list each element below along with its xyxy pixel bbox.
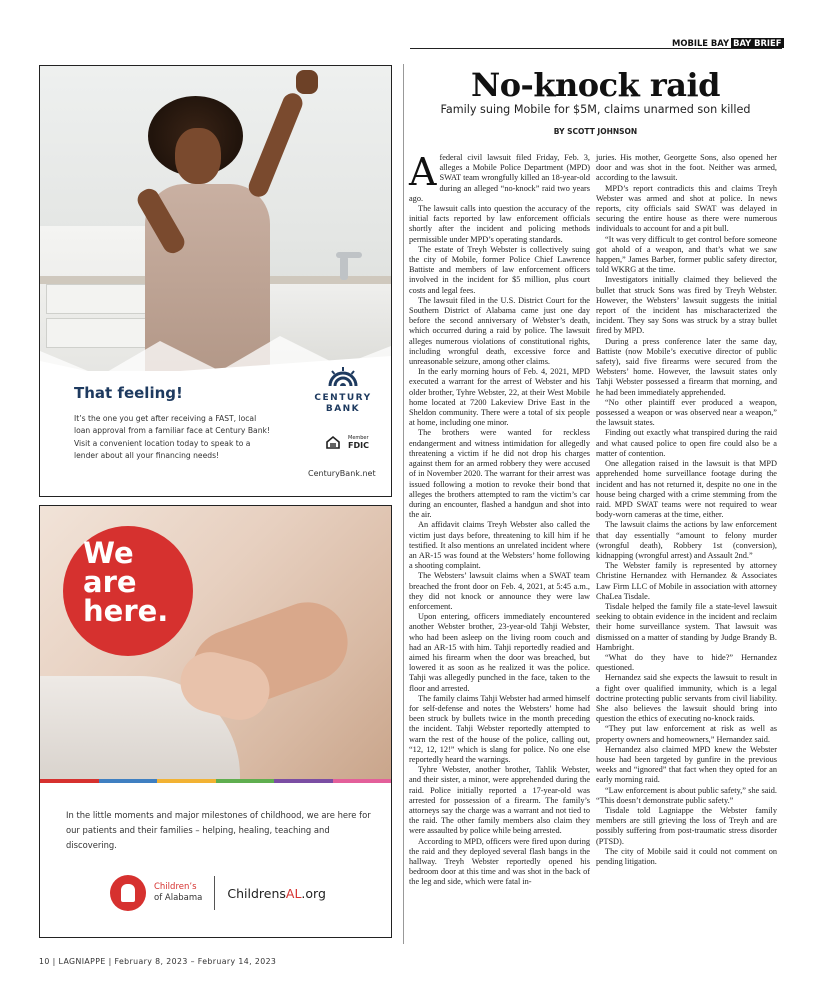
faucet — [340, 256, 348, 280]
ad-url[interactable] — [227, 886, 326, 901]
logo-line1: Children’s — [154, 882, 197, 892]
childrens-alabama-ad[interactable] — [39, 505, 392, 938]
article-paragraph: The brothers were wanted for reckless endangerment and witness intimidation for allegedly threatening a victim if he did not drop his charges against them for an armed robbery they were accused of in November 2020. The warrant for their arrest was issued following a motion to revoke their bond that alleges the brothers attempted to ram the victim’s car during an encounter, flashed a handgun and shot into the air. — [409, 428, 590, 520]
headline-line: here. — [83, 594, 169, 628]
ad-photo-baby-hands — [40, 506, 391, 781]
logo-divider — [214, 876, 215, 910]
logo-line1: CENTURY — [314, 393, 372, 403]
article-paragraph: The estate of Treyh Webster is collectively suing the city of Mobile, former Police Chief Lawrence Battiste and members of law enforcement officers involved in the incident for $5 million, plus court costs and legal fees. — [409, 244, 590, 295]
article-paragraph: One allegation raised in the lawsuit is that MPD apprehended home surveillance footage during the incident and has not returned it, despite no one in the house being charged with a crime stemming from the raid. MPD SWAT teams were not required to wear body-worn cameras at the time, either. — [596, 459, 777, 520]
century-bank-sun-logo-icon — [326, 366, 360, 388]
ad-url[interactable]: CenturyBank.net — [308, 469, 376, 478]
article-column-2 — [596, 153, 777, 867]
article-paragraph: Tisdale told Lagniappe the Webster family members are still grieving the loss of Treyh and are possibly suffering from post-traumatic stress disorder (PTSD). — [596, 806, 777, 846]
ad-wave-shape — [40, 321, 391, 371]
article-paragraph: Tyhre Webster, another brother, Tahlik Webster, and their sister, a minor, were apprehended during the raid. Police initially reported a 17-year-old was arrested for possession of a firearm. The family’s attorneys say the charge was a warrant and not tied to the raid. The other family members also claim they were assaulted by police while being arrested. — [409, 765, 590, 836]
logo-line2: of Alabama — [154, 893, 203, 903]
article-subhead: Family suing Mobile for $5M, claims unarmed son killed — [440, 103, 751, 116]
drop-cap: A — [409, 150, 437, 194]
section-label — [672, 38, 784, 48]
century-bank-logo — [308, 366, 378, 415]
article-paragraph: “What do they have to hide?” Hernandez questioned. — [596, 652, 777, 673]
article-paragraph: “Law enforcement is about public safety,” she said. “This doesn’t demonstrate public safety.” — [596, 785, 777, 805]
member-label: Member — [348, 435, 369, 441]
publication-name: LAGNIAPPE — [58, 957, 106, 966]
article-paragraph: During a press conference later the same day, Battiste (now Mobile’s executive director of public safety), said five firearms were secured from the Websters’ home. However, the lawsuit states only Tahji Webster possessed a firearm that morning, and he had been immediately apprehended. — [596, 336, 777, 397]
issue-dates: February 8, 2023 – February 14, 2023 — [114, 957, 277, 966]
stripe-segment — [274, 779, 333, 783]
section-label-left: MOBILE BAY — [672, 38, 730, 48]
article-paragraph: Finding out exactly what transpired during the raid and what caused police to open fire could also be a matter of contention. — [596, 428, 777, 458]
url-prefix: Childrens — [227, 885, 286, 901]
article-byline: BY SCOTT JOHNSON — [553, 127, 638, 136]
color-stripe — [40, 779, 391, 783]
century-bank-ad[interactable] — [39, 65, 392, 497]
stripe-segment — [333, 779, 392, 783]
stripe-segment — [40, 779, 99, 783]
article-paragraph: “It was very difficult to get control before someone got ahold of a weapon, and that’s what we saw happen,” James Barber, former public safety director, told WKRG at the time. — [596, 234, 777, 275]
stripe-segment — [99, 779, 158, 783]
article-paragraph: In the early morning hours of Feb. 4, 2021, MPD executed a warrant for the arrest of Webster and his older brother, Tyhre Webster, 22, at their West Mobile home located at 7200 Lakeview Drive East in the Sheldon community. There were a total of six people at home, including one minor. — [409, 367, 590, 428]
article-paragraph: An affidavit claims Treyh Webster also called the victim just days before, threatening to kill him if he testified. It also mentions an unrelated incident where an AR-15 was found at the Websters’ home following a shooting complaint. — [409, 520, 590, 571]
member-fdic — [348, 434, 369, 450]
stripe-segment — [216, 779, 275, 783]
article-paragraph: The Websters’ lawsuit claims when a SWAT team breached the front door on Feb. 4, 2021, at 5:45 a.m., they did not knock or announce they were law enforcement. — [409, 571, 590, 611]
section-rule — [410, 48, 782, 49]
column-divider — [403, 64, 404, 944]
article-paragraph: MPD’s report contradicts this and claims Treyh Webster was armed and shot at police. In news reports, city officials said SWAT was delayed in securing the entire house as there were numerous individuals to account for and a pit bull. — [596, 183, 777, 234]
childrens-logo — [110, 875, 326, 911]
article-paragraph: Investigators initially claimed they believed the bullet that struck Sons was fired by Treyh Webster. However, the Websters’ lawsuit suggests the initial report of the incident has mischaracterized the incident. They say Sons was struck by a stray bullet fired by MPD. — [596, 275, 777, 336]
article-paragraph: “They put law enforcement at risk as well as property owners and homeowners,” Hernandez said. — [596, 724, 777, 744]
childrens-kids-logo-icon — [110, 875, 146, 911]
article-paragraph: juries. His mother, Georgette Sons, also opened her door and was shot in the foot. Neither was armed, according to the lawsuit. — [596, 153, 777, 183]
page-number: 10 — [39, 957, 50, 966]
url-accent: AL — [285, 885, 302, 901]
article-paragraph: The lawsuit calls into question the accuracy of the initial facts reported by law enforcement officials shortly after the incident and policing methods permissible under MPD’s operating standards. — [409, 204, 590, 244]
stripe-segment — [157, 779, 216, 783]
headline-line: We — [83, 536, 134, 570]
page-footer: 10 | LAGNIAPPE | February 8, 2023 – February 14, 2023 — [39, 957, 277, 966]
url-suffix: .org — [301, 885, 326, 901]
article-paragraph: Upon entering, officers immediately encountered another Webster brother, 23-year-old Tahji Webster, who had been asleep on the living room couch and had an AR-15 with him. Tahji reportedly readied and aimed his firearm when the door was breached, but lowered it as soon as he realized it was the police. Tahji was allegedly punched in the face, taken to the floor and arrested. — [409, 612, 590, 693]
article-paragraph: The lawsuit filed in the U.S. District Court for the Southern District of Alabama came just one day before the second anniversary of Webster’s death, which occurred during a raid by police. The lawsuit alleges numerous violations of constitutional rights, including wrongful death, excessive force and unreasonable seizure, among other claims. — [409, 295, 590, 367]
article-column-1 — [409, 150, 590, 888]
ad-body: It’s the one you get after receiving a FAST, local loan approval from a familiar face at Century Bank! Visit a convenient location today to speak to a lender about all your financing needs! — [74, 414, 270, 461]
article-paragraph: Hernandez said she expects the lawsuit to result in a fight over qualified immunity, which is a legal doctrine protecting public servants from civil liability. She also believes the lawsuit should bring into question the ethics of executing no-knock raids. — [596, 673, 777, 724]
article-headline: No-knock raid — [470, 66, 721, 104]
headline-line: are — [83, 565, 137, 599]
logo-line2: BANK — [325, 404, 361, 414]
article-paragraph: Tisdale helped the family file a state-level lawsuit seeking to obtain evidence in the incident and reclaim their home surveillance system. That lawsuit was dismissed on a matter of standing by Judge Brandy B. Hambright. — [596, 601, 777, 652]
ad-title: That feeling! — [74, 384, 183, 402]
ad-photo-celebrating-woman — [40, 66, 391, 371]
article-paragraph: Hernandez also claimed MPD knew the Webster house had been targeted by gunfire in the previous weeks and “ignored” that fact when they opted for an early morning raid. — [596, 744, 777, 785]
article-paragraph: The city of Mobile said it could not comment on pending litigation. — [596, 846, 777, 867]
article-paragraph: The Webster family is represented by attorney Christine Hernandez with Hernandez & Associates Law Firm LLC of Mobile in association with attorney ChaLea Tisdale. — [596, 561, 777, 601]
compliance-badges — [326, 434, 369, 450]
equal-housing-lender-icon — [326, 435, 340, 449]
article-paragraph: The family claims Tahji Webster had armed himself for self-defense and notes the Websters’ home had been struck by bullets twice in the month preceding the incident. Tahji Webster reportedly attempted to warn the rest of the house of the police, calling out, “12, 12, 12!” which is slang for police. No one else reportedly heard the warnings. — [409, 693, 590, 764]
fdic-label: FDIC — [348, 441, 369, 450]
ad-headline — [83, 536, 169, 628]
section-label-right: BAY BRIEF — [733, 38, 782, 48]
ad-body: In the little moments and major milestones of childhood, we are here for our patients and their families – helping, healing, teaching and discovering. — [66, 810, 371, 851]
article-paragraph: “No other plaintiff ever produced a weapon, possessed a weapon or was observed near a weapon,” the lawsuit states. — [596, 397, 777, 428]
article-paragraph: Afederal civil lawsuit filed Friday, Feb. 3, alleges a Mobile Police Department (MPD) SWAT team wrongfully killed an 18-year-old during an alleged “no-knock” raid two years ago. — [409, 150, 590, 203]
article-paragraph: According to MPD, officers were fired upon during the raid and they deployed several flash bangs in the hallway. Treyh Webster reportedly opened his bedroom door at this time and was shot in the back of the leg and side, which were fatal in- — [409, 836, 590, 887]
article-paragraph: The lawsuit claims the actions by law enforcement that day essentially “amount to felony murder (wrongful death), Robbery 1st (conversion), kidnapping (wrongful arrest) and Assault 2nd.” — [596, 520, 777, 560]
